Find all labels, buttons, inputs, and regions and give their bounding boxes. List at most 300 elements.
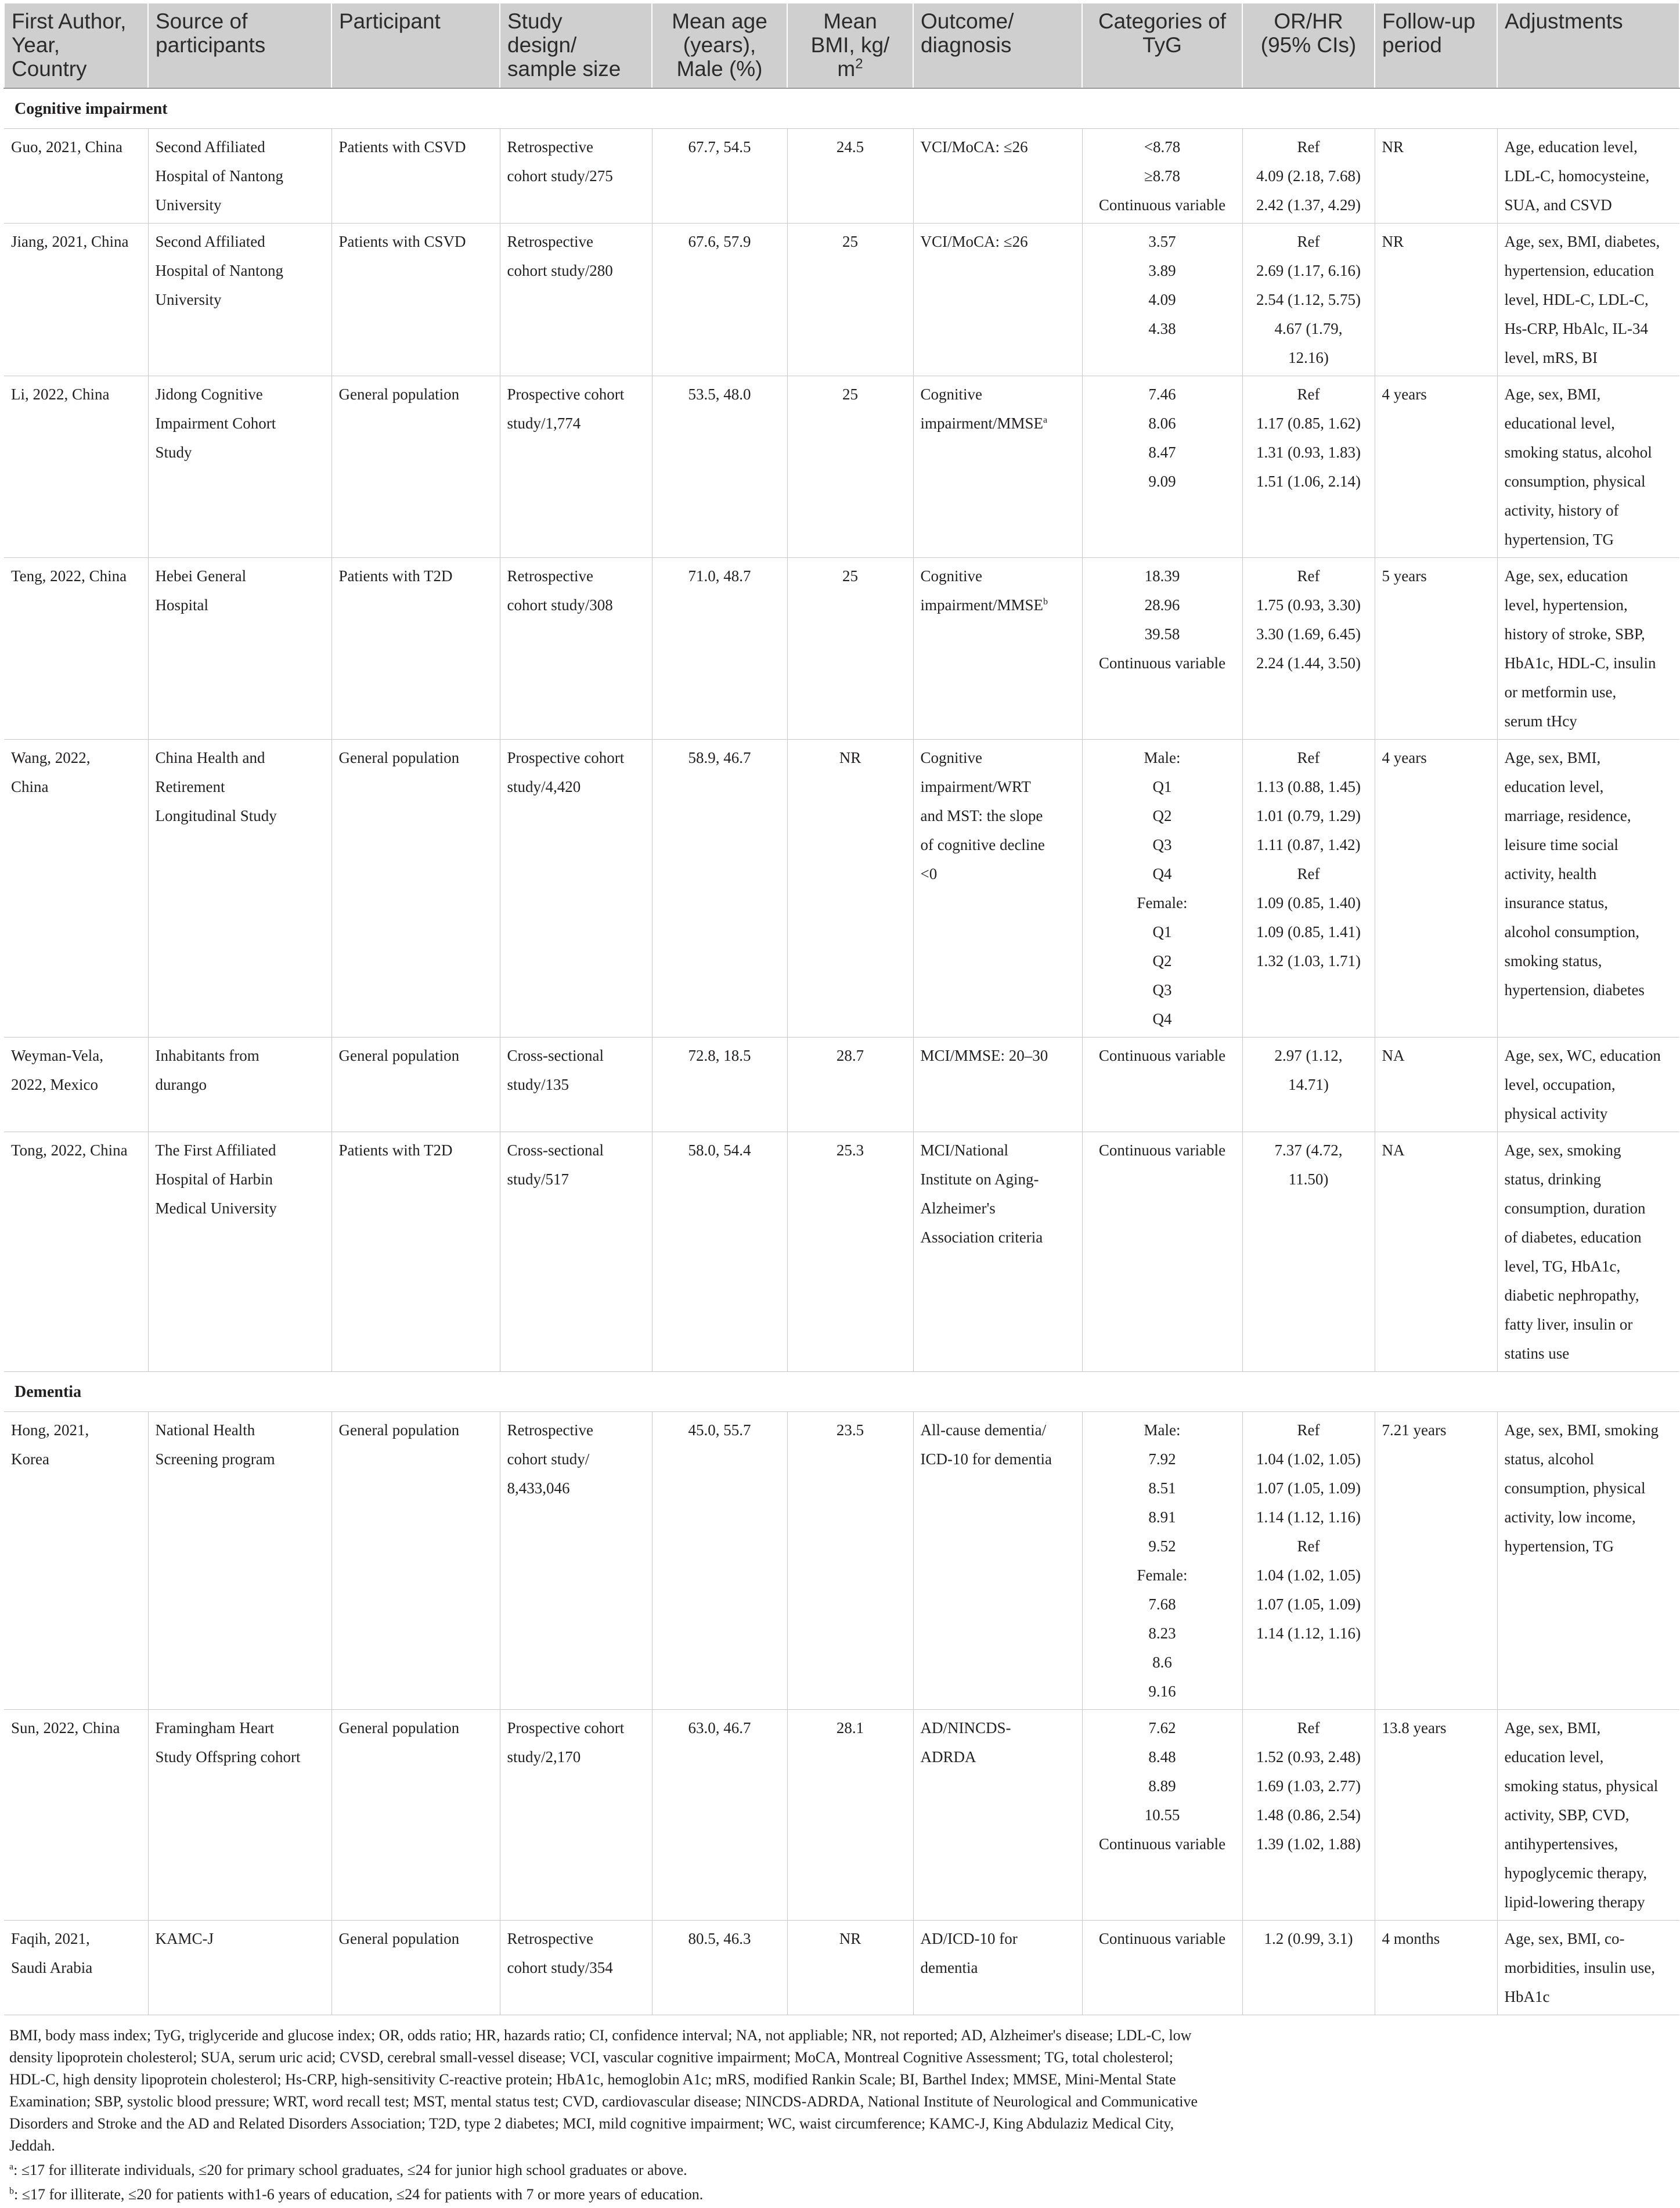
column-header-adjustments: [1497, 3, 1679, 88]
author-cell-line: China: [11, 778, 49, 795]
tyg-cell-line: 3.57: [1148, 233, 1176, 250]
design-cell: [500, 1132, 652, 1372]
adjustments-cell-line: morbidities, insulin use,: [1504, 1959, 1655, 1976]
footnote-a-text: : ≤17 for illiterate individuals, ≤20 for primary school graduates, ≤24 for junior high school graduates or above.: [13, 2162, 687, 2178]
column-header-source: [148, 3, 331, 88]
tyg-cell-line: 9.52: [1148, 1537, 1176, 1555]
column-header-bmi: [787, 3, 913, 88]
tyg-cell-line: 8.47: [1148, 444, 1176, 461]
source-cell-line: Inhabitants from: [155, 1047, 259, 1064]
or-cell-line: 2.97 (1.12,: [1274, 1047, 1343, 1064]
column-header-line: m: [837, 57, 856, 81]
source-cell-line: The First Affiliated: [155, 1141, 276, 1159]
author-cell-line: Wang, 2022,: [11, 749, 91, 766]
author-cell-line: Korea: [11, 1450, 49, 1468]
source-cell-line: Longitudinal Study: [155, 807, 277, 824]
table-row: [4, 1038, 1679, 1132]
adjustments-cell-line: history of stroke, SBP,: [1504, 625, 1645, 643]
follow-up-cell: 7.21 years: [1375, 1412, 1497, 1710]
outcome-cell-line: <0: [920, 865, 938, 883]
author-cell: [4, 129, 148, 224]
column-header-line: sample size: [507, 57, 621, 81]
or-cell-line: 1.09 (0.85, 1.40): [1256, 894, 1361, 912]
column-header-line: Categories of: [1098, 9, 1227, 33]
author-cell: [4, 1132, 148, 1372]
outcome-cell-line: Cognitive: [920, 567, 982, 585]
footnote-a-mark: a: [9, 2162, 14, 2172]
age-cell: 63.0, 46.7: [652, 1710, 787, 1921]
source-cell-line: Retirement: [155, 778, 225, 795]
footnote-a: [9, 2159, 1205, 2181]
footnote-b-text: : ≤17 for illiterate, ≤20 for patients with1-6 years of education, ≤24 for patients with 7 or more years of education.: [14, 2186, 704, 2203]
source-cell: [148, 376, 331, 558]
tyg-cell-line: 7.46: [1148, 386, 1176, 403]
or-cell-line: Ref: [1297, 1537, 1320, 1555]
adjustments-cell-line: Age, sex, BMI, smoking: [1504, 1421, 1659, 1439]
or-cell-line: Ref: [1297, 138, 1320, 156]
tyg-cell: [1082, 1132, 1242, 1372]
design-cell-line: Retrospective: [507, 1421, 593, 1439]
outcome-cell-line: dementia: [920, 1959, 978, 1976]
tyg-cell-line: 18.39: [1144, 567, 1180, 585]
column-header-line: First Author,: [12, 9, 127, 33]
or-cell-line: 1.04 (1.02, 1.05): [1256, 1450, 1361, 1468]
column-header-line: TyG: [1142, 33, 1182, 57]
outcome-cell: [913, 1710, 1082, 1921]
design-cell-line: Retrospective: [507, 1930, 593, 1947]
or-cell-line: 1.39 (1.02, 1.88): [1256, 1835, 1361, 1853]
column-header-or: [1242, 3, 1375, 88]
follow-up-cell: NR: [1375, 129, 1497, 224]
design-cell-line: Cross-sectional: [507, 1141, 604, 1159]
source-cell: [148, 1132, 331, 1372]
or-cell: [1242, 1412, 1375, 1710]
footnote-b: [9, 2184, 1205, 2206]
tyg-cell-line: 8.91: [1148, 1508, 1176, 1526]
age-cell: 67.7, 54.5: [652, 129, 787, 224]
source-cell-line: Hospital of Harbin: [155, 1170, 273, 1188]
or-cell: [1242, 224, 1375, 376]
column-header-line: Adjustments: [1505, 9, 1623, 33]
tyg-cell-line: 8.48: [1148, 1748, 1176, 1766]
adjustments-cell-line: LDL-C, homocysteine,: [1504, 167, 1650, 185]
design-cell-line: cohort study/: [507, 1450, 590, 1468]
or-cell-line: 14.71): [1288, 1076, 1329, 1093]
column-header-line: OR/HR: [1274, 9, 1343, 33]
table-body: [4, 88, 1679, 2015]
adjustments-cell-line: activity, health: [1504, 865, 1597, 883]
design-cell-line: Prospective cohort: [507, 1719, 625, 1737]
follow-up-cell: 13.8 years: [1375, 1710, 1497, 1921]
source-cell: [148, 129, 331, 224]
tyg-cell-line: 7.92: [1148, 1450, 1176, 1468]
tyg-cell-line: ≥8.78: [1144, 167, 1181, 185]
column-header-line: Mean age: [672, 9, 767, 33]
or-cell-line: 3.30 (1.69, 6.45): [1256, 625, 1361, 643]
participant-cell: General population: [331, 740, 500, 1038]
column-header-line: Source of: [156, 9, 248, 33]
adjustments-cell-line: Age, sex, education: [1504, 567, 1628, 585]
adjustments-cell-line: diabetic nephropathy,: [1504, 1287, 1639, 1304]
source-cell-line: Study: [155, 444, 192, 461]
table-row: [4, 224, 1679, 376]
author-cell-line: Saudi Arabia: [11, 1959, 93, 1976]
age-cell: 80.5, 46.3: [652, 1921, 787, 2015]
follow-up-cell: NA: [1375, 1038, 1497, 1132]
outcome-cell-line: impairment/WRT: [920, 778, 1031, 795]
adjustments-cell-line: hypertension, diabetes: [1504, 981, 1645, 999]
outcome-cell: [913, 740, 1082, 1038]
or-cell: [1242, 129, 1375, 224]
source-cell-line: Study Offspring cohort: [155, 1748, 301, 1766]
outcome-cell-line: MCI/MMSE: 20–30: [920, 1047, 1048, 1064]
source-cell-line: Second Affiliated: [155, 233, 265, 250]
author-cell-line: Teng, 2022, China: [11, 567, 127, 585]
tyg-cell-line: 4.38: [1148, 320, 1176, 337]
author-cell-line: Jiang, 2021, China: [11, 233, 129, 250]
tyg-cell-line: Male:: [1144, 1421, 1181, 1439]
or-cell-line: Ref: [1297, 567, 1320, 585]
adjustments-cell: [1497, 1921, 1679, 2015]
column-header-line: Male (%): [676, 57, 763, 81]
author-cell: [4, 740, 148, 1038]
follow-up-cell: 4 years: [1375, 740, 1497, 1038]
author-cell-line: Weyman-Vela,: [11, 1047, 104, 1064]
tyg-cell-line: 28.96: [1144, 596, 1180, 614]
bmi-cell: NR: [787, 1921, 913, 2015]
participant-cell: Patients with CSVD: [331, 224, 500, 376]
design-cell: [500, 376, 652, 558]
adjustments-cell-line: insurance status,: [1504, 894, 1608, 912]
outcome-cell-line: VCI/MoCA: ≤26: [920, 138, 1028, 156]
participant-cell: Patients with T2D: [331, 1132, 500, 1372]
tyg-cell-line: Continuous variable: [1098, 1047, 1226, 1064]
section-row: [4, 1372, 1679, 1412]
tyg-cell-line: Continuous variable: [1098, 1930, 1226, 1947]
or-cell-line: 1.13 (0.88, 1.45): [1256, 778, 1361, 795]
source-cell: [148, 224, 331, 376]
outcome-footnote-mark: a: [1043, 415, 1048, 425]
outcome-cell-line: impairment/MMSE: [920, 596, 1043, 614]
or-cell: [1242, 1710, 1375, 1921]
source-cell: [148, 740, 331, 1038]
tyg-cell-line: Female:: [1137, 1566, 1188, 1584]
outcome-cell-line: Institute on Aging-: [920, 1170, 1039, 1188]
design-cell-line: Retrospective: [507, 233, 593, 250]
source-cell-line: University: [155, 291, 222, 308]
follow-up-cell: NR: [1375, 224, 1497, 376]
or-cell-line: 1.11 (0.87, 1.42): [1256, 836, 1361, 853]
tyg-cell-line: <8.78: [1144, 138, 1181, 156]
tyg-cell: [1082, 1412, 1242, 1710]
table-row: [4, 376, 1679, 558]
adjustments-cell-line: consumption, duration: [1504, 1200, 1646, 1217]
tyg-cell: [1082, 224, 1242, 376]
or-cell-line: 1.2 (0.99, 3.1): [1264, 1930, 1353, 1947]
source-cell-line: Impairment Cohort: [155, 415, 276, 432]
author-cell: [4, 1412, 148, 1710]
tyg-cell-line: Q2: [1152, 952, 1172, 970]
or-cell-line: 1.51 (1.06, 2.14): [1256, 473, 1361, 490]
adjustments-cell-line: smoking status, alcohol: [1504, 444, 1652, 461]
tyg-cell-line: 8.6: [1152, 1654, 1172, 1671]
or-cell-line: 1.75 (0.93, 3.30): [1256, 596, 1361, 614]
column-header-tyg: [1082, 3, 1242, 88]
author-cell: [4, 224, 148, 376]
outcome-cell: [913, 224, 1082, 376]
or-cell-line: 1.14 (1.12, 1.16): [1256, 1625, 1361, 1642]
adjustments-cell-line: hypertension, TG: [1504, 531, 1614, 548]
outcome-cell-line: All-cause dementia/: [920, 1421, 1047, 1439]
age-cell: 45.0, 55.7: [652, 1412, 787, 1710]
section-row: [4, 88, 1679, 129]
tyg-cell-line: Continuous variable: [1098, 654, 1226, 672]
column-header-line: BMI, kg/: [810, 33, 890, 57]
tyg-cell-line: 8.51: [1148, 1479, 1176, 1497]
table-footnotes: [3, 2015, 1212, 2206]
design-cell: [500, 1710, 652, 1921]
design-cell-line: cohort study/280: [507, 262, 613, 279]
author-cell-line: Faqih, 2021,: [11, 1930, 90, 1947]
source-cell: [148, 1921, 331, 2015]
abbreviations-note: BMI, body mass index; TyG, triglyceride and glucose index; OR, odds ratio; HR, hazards ratio; CI, confidence interval; NA, not appliable; NR, not reported; AD, Alzheimer's disease; LDL-C, low density lipoprotein cholesterol; SUA, serum uric acid; CVSD, cerebral small-vessel disease; VCI, vascular cognitive impairment; MoCA, Montreal Cognitive Assessment; TG, total cholesterol; HDL-C, high density lipoprotein cholesterol; Hs-CRP, high-sensitivity C-reactive protein; HbA1c, hemoglobin A1c; mRS, modified Rankin Scale; BI, Barthel Index; MMSE, Mini-Mental State Examination; SBP, systolic blood pressure; WRT, word recall test; MST, mental status test; CVD, cardiovascular disease; NINCDS-ADRDA, National Institute of Neurological and Communicative Disorders and Stroke and the AD and Related Disorders Association; T2D, type 2 diabetes; MCI, mild cognitive impairment; WC, waist circumference; KAMC-J, King Abdulaziz Medical City, Jeddah.: [9, 2027, 1198, 2154]
column-header-author: [4, 3, 148, 88]
source-cell: [148, 558, 331, 740]
outcome-cell-line: ADRDA: [920, 1748, 976, 1766]
bmi-cell: 25.3: [787, 1132, 913, 1372]
column-header-line: (95% CIs): [1260, 33, 1357, 57]
or-cell: [1242, 1921, 1375, 2015]
source-cell-line: China Health and: [155, 749, 265, 766]
table-row: [4, 129, 1679, 224]
author-cell: [4, 1921, 148, 2015]
or-cell-line: Ref: [1297, 749, 1320, 766]
or-cell-line: 1.52 (0.93, 2.48): [1256, 1748, 1361, 1766]
adjustments-cell-line: level, TG, HbA1c,: [1504, 1258, 1621, 1275]
table-row: [4, 1710, 1679, 1921]
source-cell-line: Hospital of Nantong: [155, 262, 283, 279]
design-cell: [500, 224, 652, 376]
or-cell-line: Ref: [1297, 233, 1320, 250]
or-cell-line: 1.31 (0.93, 1.83): [1256, 444, 1361, 461]
source-cell-line: Medical University: [155, 1200, 277, 1217]
column-header-line: design/: [507, 33, 577, 57]
age-cell: 53.5, 48.0: [652, 376, 787, 558]
source-cell-line: durango: [155, 1076, 207, 1093]
tyg-cell-line: Q4: [1152, 865, 1172, 883]
or-cell-line: 1.17 (0.85, 1.62): [1256, 415, 1361, 432]
design-cell-line: Prospective cohort: [507, 386, 625, 403]
outcome-cell: [913, 558, 1082, 740]
bmi-cell: 25: [787, 376, 913, 558]
design-cell-line: cohort study/275: [507, 167, 613, 185]
adjustments-cell: [1497, 376, 1679, 558]
adjustments-cell-line: smoking status,: [1504, 952, 1602, 970]
age-cell: 71.0, 48.7: [652, 558, 787, 740]
adjustments-cell-line: consumption, physical: [1504, 473, 1646, 490]
source-cell-line: Framingham Heart: [155, 1719, 275, 1737]
or-cell-line: 1.48 (0.86, 2.54): [1256, 1806, 1361, 1824]
column-header-line: Follow-up: [1382, 9, 1476, 33]
adjustments-cell-line: of diabetes, education: [1504, 1229, 1642, 1246]
or-cell-line: 1.01 (0.79, 1.29): [1256, 807, 1361, 824]
participant-cell: General population: [331, 376, 500, 558]
adjustments-cell: [1497, 1710, 1679, 1921]
design-cell-line: Retrospective: [507, 567, 593, 585]
tyg-cell-line: 8.89: [1148, 1777, 1176, 1795]
adjustments-cell-line: fatty liver, insulin or: [1504, 1316, 1633, 1333]
table-row: [4, 1921, 1679, 2015]
table-row: [4, 558, 1679, 740]
author-cell-line: Li, 2022, China: [11, 386, 110, 403]
bmi-cell: NR: [787, 740, 913, 1038]
bmi-cell: 28.7: [787, 1038, 913, 1132]
adjustments-cell-line: activity, history of: [1504, 502, 1619, 519]
adjustments-cell-line: smoking status, physical: [1504, 1777, 1659, 1795]
tyg-cell-line: 10.55: [1144, 1806, 1180, 1824]
outcome-cell-line: of cognitive decline: [920, 836, 1045, 853]
or-cell-line: 2.54 (1.12, 5.75): [1256, 291, 1361, 308]
tyg-cell: [1082, 376, 1242, 558]
or-cell-line: Ref: [1297, 386, 1320, 403]
source-cell: [148, 1038, 331, 1132]
design-cell-line: cohort study/308: [507, 596, 613, 614]
design-cell: [500, 740, 652, 1038]
adjustments-cell: [1497, 1412, 1679, 1710]
adjustments-cell-line: SUA, and CSVD: [1504, 196, 1612, 214]
study-characteristics-table-container: [3, 2, 1679, 2208]
bmi-cell: 23.5: [787, 1412, 913, 1710]
tyg-cell-line: Continuous variable: [1098, 1835, 1226, 1853]
adjustments-cell-line: serum tHcy: [1504, 712, 1577, 730]
source-cell-line: Jidong Cognitive: [155, 386, 263, 403]
author-cell: [4, 1710, 148, 1921]
outcome-cell: [913, 1038, 1082, 1132]
age-cell: 58.9, 46.7: [652, 740, 787, 1038]
bmi-cell: 28.1: [787, 1710, 913, 1921]
adjustments-cell-line: marriage, residence,: [1504, 807, 1631, 824]
author-cell-line: 2022, Mexico: [11, 1076, 98, 1093]
author-cell-line: Tong, 2022, China: [11, 1141, 128, 1159]
table-header: [4, 3, 1679, 88]
adjustments-cell-line: Age, sex, smoking: [1504, 1141, 1621, 1159]
outcome-cell: [913, 129, 1082, 224]
column-header-line: Outcome/: [921, 9, 1014, 33]
adjustments-cell-line: Age, sex, BMI,: [1504, 749, 1601, 766]
source-cell: [148, 1412, 331, 1710]
tyg-cell: [1082, 558, 1242, 740]
outcome-cell-line: ICD-10 for dementia: [920, 1450, 1052, 1468]
follow-up-cell: NA: [1375, 1132, 1497, 1372]
adjustments-cell-line: activity, low income,: [1504, 1508, 1636, 1526]
column-header-line: period: [1382, 33, 1442, 57]
adjustments-cell-line: hypoglycemic therapy,: [1504, 1864, 1647, 1882]
tyg-cell-line: Q2: [1152, 807, 1172, 824]
tyg-cell-line: Continuous variable: [1098, 196, 1226, 214]
source-cell-line: Screening program: [155, 1450, 275, 1468]
design-cell-line: Retrospective: [507, 138, 593, 156]
author-cell-line: Guo, 2021, China: [11, 138, 122, 156]
age-cell: 67.6, 57.9: [652, 224, 787, 376]
tyg-cell-line: 3.89: [1148, 262, 1176, 279]
participant-cell: General population: [331, 1921, 500, 2015]
or-cell-line: 1.32 (1.03, 1.71): [1256, 952, 1361, 970]
author-cell: [4, 1038, 148, 1132]
outcome-footnote-mark: b: [1043, 597, 1048, 607]
adjustments-cell-line: statins use: [1504, 1345, 1570, 1362]
bmi-cell: 25: [787, 224, 913, 376]
header-superscript: 2: [855, 56, 863, 72]
tyg-cell-line: 4.09: [1148, 291, 1176, 308]
section-title: Cognitive impairment: [4, 88, 1679, 129]
or-cell: [1242, 376, 1375, 558]
tyg-cell: [1082, 1038, 1242, 1132]
tyg-cell: [1082, 1710, 1242, 1921]
source-cell-line: University: [155, 196, 222, 214]
tyg-cell-line: 39.58: [1144, 625, 1180, 643]
source-cell-line: National Health: [155, 1421, 255, 1439]
design-cell: [500, 129, 652, 224]
column-header-line: Study: [507, 9, 563, 33]
outcome-cell-line: Association criteria: [920, 1229, 1043, 1246]
or-cell-line: 4.09 (2.18, 7.68): [1256, 167, 1361, 185]
or-cell-line: 2.69 (1.17, 6.16): [1256, 262, 1361, 279]
adjustments-cell-line: Age, sex, BMI,: [1504, 1719, 1601, 1737]
participant-cell: Patients with T2D: [331, 558, 500, 740]
or-cell-line: Ref: [1297, 1719, 1320, 1737]
design-cell-line: study/4,420: [507, 778, 581, 795]
tyg-cell-line: Continuous variable: [1098, 1141, 1226, 1159]
outcome-cell-line: and MST: the slope: [920, 807, 1043, 824]
tyg-cell-line: 9.09: [1148, 473, 1176, 490]
adjustments-cell-line: level, hypertension,: [1504, 596, 1628, 614]
design-cell-line: Prospective cohort: [507, 749, 625, 766]
adjustments-cell: [1497, 224, 1679, 376]
source-cell-line: KAMC-J: [155, 1930, 214, 1947]
adjustments-cell-line: Hs-CRP, HbAlc, IL-34: [1504, 320, 1648, 337]
design-cell-line: study/2,170: [507, 1748, 581, 1766]
tyg-cell-line: Q3: [1152, 981, 1172, 999]
author-cell: [4, 376, 148, 558]
or-cell-line: 7.37 (4.72,: [1274, 1141, 1343, 1159]
or-cell-line: 12.16): [1288, 349, 1329, 366]
or-cell-line: Ref: [1297, 865, 1320, 883]
outcome-cell-line: impairment/MMSE: [920, 415, 1043, 432]
adjustments-cell-line: education level,: [1504, 778, 1604, 795]
adjustments-cell-line: level, occupation,: [1504, 1076, 1616, 1093]
tyg-cell-line: Q1: [1152, 923, 1172, 941]
table-row: [4, 1132, 1679, 1372]
design-cell: [500, 558, 652, 740]
outcome-cell: [913, 376, 1082, 558]
tyg-cell-line: 7.68: [1148, 1595, 1176, 1613]
adjustments-cell-line: status, drinking: [1504, 1170, 1601, 1188]
tyg-cell-line: Q3: [1152, 836, 1172, 853]
age-cell: 72.8, 18.5: [652, 1038, 787, 1132]
column-header-line: diagnosis: [921, 33, 1012, 57]
or-cell-line: 1.14 (1.12, 1.16): [1256, 1508, 1361, 1526]
adjustments-cell-line: HbA1c: [1504, 1988, 1550, 2005]
table-row: [4, 740, 1679, 1038]
adjustments-cell-line: leisure time social: [1504, 836, 1618, 853]
adjustments-cell-line: antihypertensives,: [1504, 1835, 1618, 1853]
adjustments-cell-line: or metformin use,: [1504, 683, 1617, 701]
adjustments-cell-line: consumption, physical: [1504, 1479, 1646, 1497]
follow-up-cell: 4 months: [1375, 1921, 1497, 2015]
tyg-cell-line: Q1: [1152, 778, 1172, 795]
outcome-cell-line: AD/ICD-10 for: [920, 1930, 1018, 1947]
tyg-cell: [1082, 740, 1242, 1038]
